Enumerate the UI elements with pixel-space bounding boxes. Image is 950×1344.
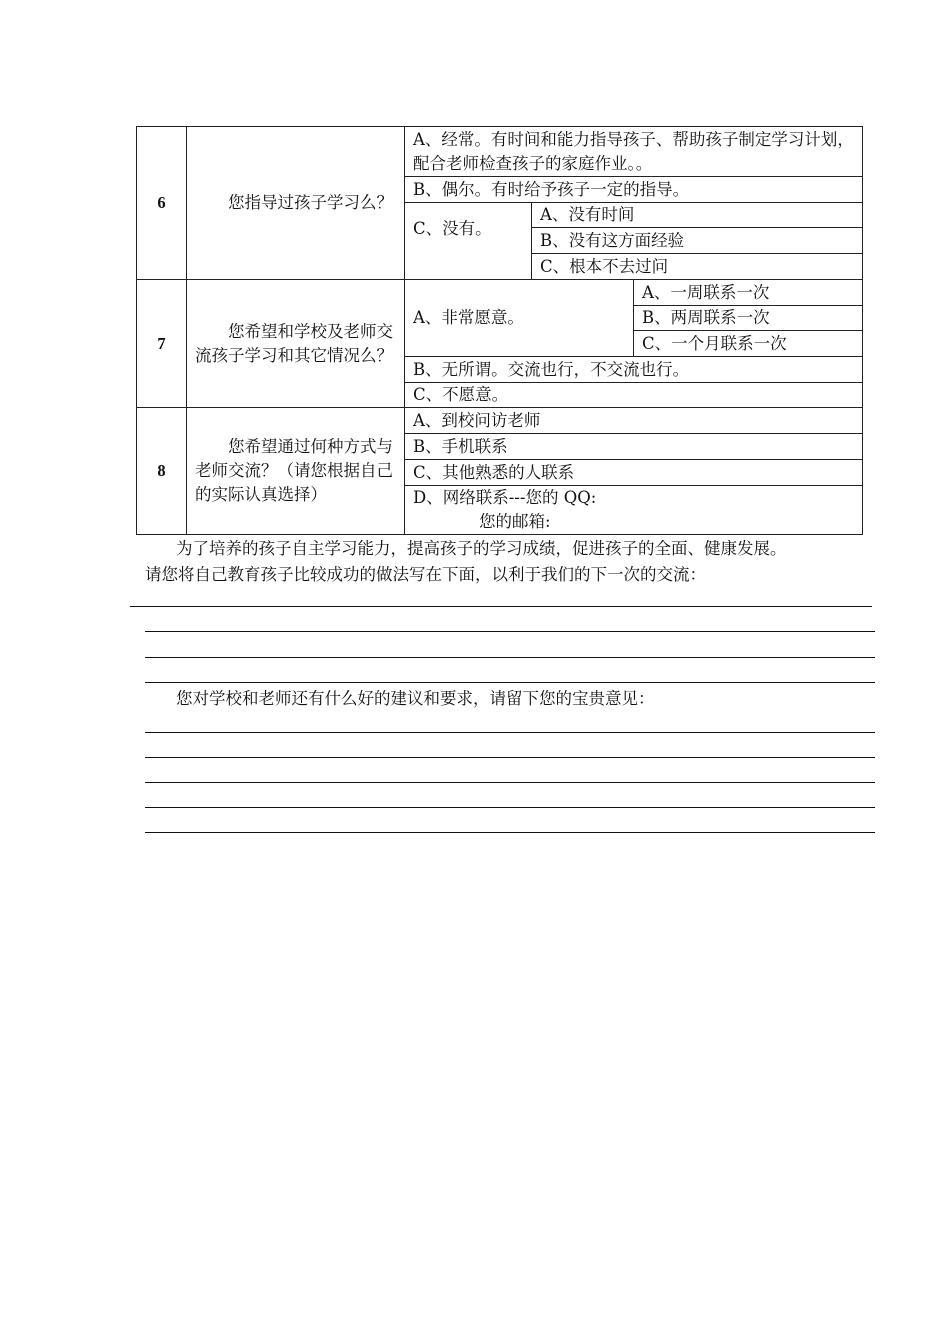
q7-sub-option-a: A、一周联系一次 (634, 280, 863, 306)
answer-line (130, 606, 872, 607)
suggestion-line (145, 757, 875, 758)
question-number-7: 7 (137, 280, 187, 408)
answer-line (145, 682, 875, 683)
answer-line (145, 631, 875, 632)
question-text-6: 您指导过孩子学习么？ (187, 127, 405, 280)
q7-sub-option-c: C、一个月联系一次 (634, 331, 863, 357)
q6-option-b: B、偶尔。有时给予孩子一定的指导。 (405, 177, 863, 203)
q8-option-d-qq: D、网络联系---您的 QQ: (413, 488, 597, 507)
survey-table (136, 126, 863, 535)
q8-option-b: B、手机联系 (405, 434, 863, 460)
q6-sub-option-b: B、没有这方面经验 (532, 228, 863, 254)
question-text-7: 您希望和学校及老师交流孩子学习和其它情况么？ (187, 280, 405, 408)
question-number-6: 6 (137, 127, 187, 280)
paragraph-1-line-1: 为了培养的孩子自主学习能力，提高孩子的学习成绩，促进孩子的全面、健康发展。 (176, 539, 787, 558)
q7-option-a: A、非常愿意。 (405, 280, 634, 357)
q7-option-c: C、不愿意。 (405, 383, 863, 408)
q8-option-d (405, 486, 863, 535)
q7-sub-option-b: B、两周联系一次 (634, 306, 863, 331)
suggestion-line (145, 732, 875, 733)
q6-sub-option-c: C、根本不去过问 (532, 254, 863, 280)
suggestion-line (145, 782, 875, 783)
suggestion-line (145, 807, 875, 808)
question-number-8: 8 (137, 408, 187, 535)
q6-option-a: A、经常。有时间和能力指导孩子、帮助孩子制定学习计划，配合老师检查孩子的家庭作业。。 (405, 127, 863, 177)
paragraph-1-line-2: 请您将自己教育孩子比较成功的做法写在下面，以利于我们的下一次的交流： (145, 565, 706, 584)
paragraph-2: 您对学校和老师还有什么好的建议和要求，请留下您的宝贵意见： (176, 689, 655, 708)
question-text-8: 您希望通过何种方式与老师交流？（请您根据自己的实际认真选择） (187, 408, 405, 535)
q7-option-b: B、无所谓。交流也行，不交流也行。 (405, 357, 863, 383)
q6-option-c: C、没有。 (405, 203, 532, 280)
q8-option-a: A、到校问访老师 (405, 408, 863, 434)
q6-sub-option-a: A、没有时间 (532, 203, 863, 228)
suggestion-line (145, 832, 875, 833)
q8-option-d-email: 您的邮箱: (479, 512, 551, 531)
q8-option-c: C、其他熟悉的人联系 (405, 460, 863, 486)
answer-line (145, 657, 875, 658)
